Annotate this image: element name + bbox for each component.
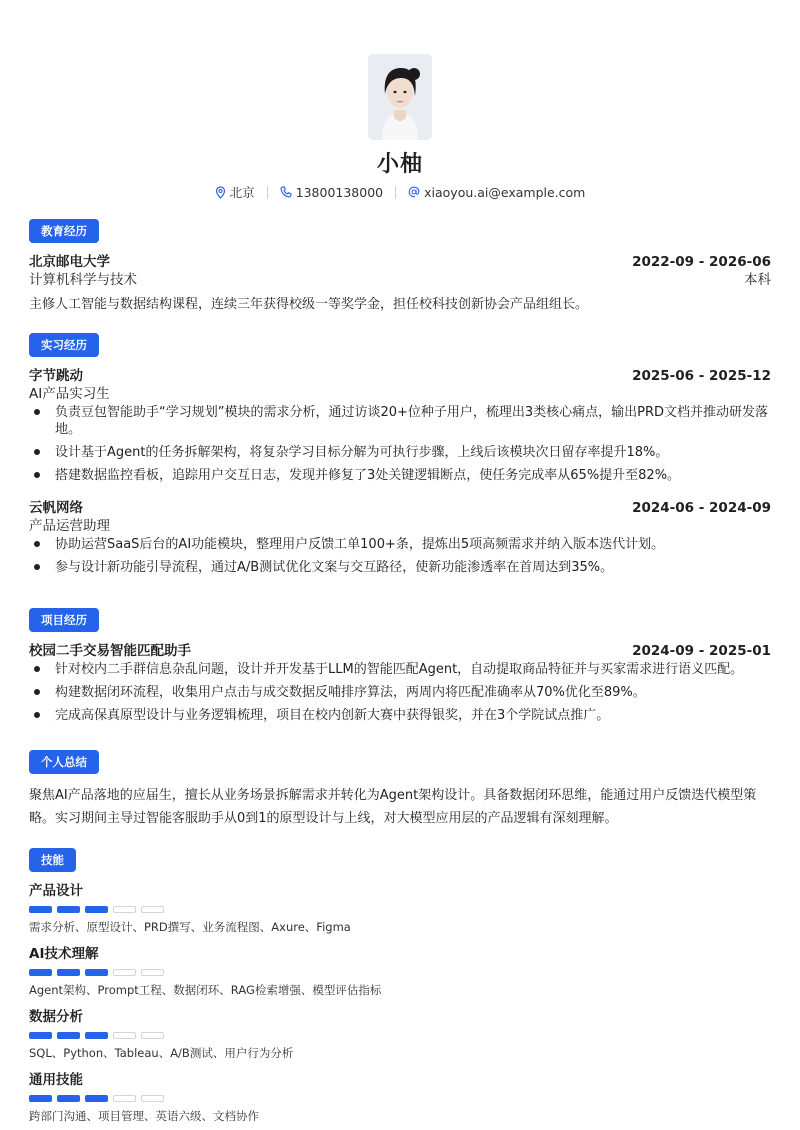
project-bullets — [29, 661, 771, 724]
skill-level-empty — [141, 906, 164, 913]
skill-level-bar — [29, 906, 771, 913]
major-name: 计算机科学与技术 — [29, 272, 137, 288]
degree-name: 本科 — [744, 272, 771, 288]
skill-level-empty — [141, 969, 164, 976]
skill-level-filled — [29, 1032, 52, 1039]
skill-level-filled — [29, 906, 52, 913]
skill-level-filled — [85, 1032, 108, 1039]
project-section — [29, 608, 771, 724]
contact-bar — [0, 183, 800, 201]
project-header-row — [29, 643, 771, 660]
skill-name: AI技术理解 — [29, 946, 99, 962]
section-title-education: 教育经历 — [29, 219, 99, 243]
skill-level-empty — [113, 906, 136, 913]
skills-section — [29, 848, 771, 1123]
contact-divider — [267, 186, 268, 199]
location-item — [215, 183, 255, 201]
at-sign-icon — [408, 186, 420, 198]
skill-level-filled — [29, 969, 52, 976]
education-sub-row — [29, 272, 771, 289]
summary-line: 略。实习期间主导过智能客服助手从0到1的原型设计与上线，对大模型应用层的产品逻辑有深刻理解。 — [29, 811, 618, 826]
portrait-image — [368, 54, 432, 140]
skill-level-empty — [113, 1032, 136, 1039]
phone-item — [280, 185, 383, 200]
location-pin-icon — [215, 186, 226, 199]
education-dates: 2022-09 - 2026-06 — [632, 254, 771, 270]
skill-level-bar — [29, 1095, 771, 1102]
job-header-row — [29, 500, 771, 517]
company-name: 字节跳动 — [29, 368, 83, 384]
skill-item — [29, 1072, 771, 1123]
skill-level-bar — [29, 969, 771, 976]
bullet-item: 设计基于Agent的任务拆解架构，将复杂学习目标分解为可执行步骤，上线后该模块次日留存率提升18%。 — [29, 444, 771, 461]
skill-name: 通用技能 — [29, 1072, 83, 1088]
skill-level-filled — [29, 1095, 52, 1102]
job-entry — [29, 500, 771, 576]
email-text[interactable]: xiaoyou.ai@example.com — [424, 184, 586, 200]
skill-level-empty — [113, 1095, 136, 1102]
phone-icon — [280, 186, 292, 198]
education-header-row — [29, 254, 771, 271]
skill-level-filled — [85, 1095, 108, 1102]
bullet-item: 针对校内二手群信息杂乱问题，设计并开发基于LLM的智能匹配Agent，自动提取商品特征并与买家需求进行语义匹配。 — [29, 661, 771, 678]
skill-level-empty — [113, 969, 136, 976]
bullet-item: 负责豆包智能助手“学习规划”模块的需求分析，通过访谈20+位种子用户，梳理出3类核心痛点，输出PRD文档并推动研发落地。 — [29, 404, 771, 438]
job-header-row — [29, 368, 771, 385]
job-dates: 2025-06 - 2025-12 — [632, 368, 771, 384]
job-bullets — [29, 536, 771, 576]
skill-item — [29, 883, 771, 934]
skill-name: 产品设计 — [29, 883, 83, 899]
job-role: 产品运营助理 — [29, 518, 110, 534]
phone-text[interactable]: 13800138000 — [295, 184, 384, 200]
skills-list — [29, 883, 771, 1123]
project-name: 校园二手交易智能匹配助手 — [29, 643, 191, 659]
candidate-name: 小柚 — [376, 152, 423, 177]
section-title-skills: 技能 — [29, 848, 76, 872]
section-title-summary: 个人总结 — [29, 750, 99, 774]
job-role-row — [29, 518, 771, 535]
section-title-internship: 实习经历 — [29, 333, 99, 357]
education-description: 主修人工智能与数据结构课程，连续三年获得校级一等奖学金，担任校科技创新协会产品组组长。 — [29, 297, 589, 312]
bullet-item: 协助运营SaaS后台的AI功能模块，整理用户反馈工单100+条，提炼出5项高频需求并纳入版本迭代计划。 — [29, 536, 771, 553]
job-bullets — [29, 404, 771, 484]
skill-level-filled — [85, 969, 108, 976]
bullet-item: 搭建数据监控看板，追踪用户交互日志，发现并修复了3处关键逻辑断点，使任务完成率从65%提升至82%。 — [29, 467, 771, 484]
skill-item — [29, 946, 771, 997]
bullet-item: 完成高保真原型设计与业务逻辑梳理，项目在校内创新大赛中获得银奖，并在3个学院试点推广。 — [29, 707, 771, 724]
education-section — [29, 219, 771, 316]
school-name: 北京邮电大学 — [29, 254, 110, 270]
location-text: 北京 — [229, 185, 255, 200]
skill-description: 需求分析、原型设计、PRD撰写、业务流程图、Axure、Figma — [29, 920, 351, 934]
job-role-row — [29, 386, 771, 403]
summary-section — [29, 750, 771, 830]
skill-description: 跨部门沟通、项目管理、英语六级、文档协作 — [29, 1109, 259, 1123]
job-entry — [29, 368, 771, 484]
summary-text — [29, 784, 771, 830]
skill-level-bar — [29, 1032, 771, 1039]
skill-level-filled — [57, 1032, 80, 1039]
profile-photo — [368, 54, 432, 140]
skill-level-filled — [57, 906, 80, 913]
bullet-item: 参与设计新功能引导流程，通过A/B测试优化文案与交互路径，使新功能渗透率在首周达到35%。 — [29, 559, 771, 576]
summary-line: 聚焦AI产品落地的应届生，擅长从业务场景拆解需求并转化为Agent架构设计。具备数据闭环思维，能通过用户反馈迭代模型策 — [29, 788, 757, 803]
job-role: AI产品实习生 — [29, 386, 110, 402]
skill-level-empty — [141, 1032, 164, 1039]
company-name: 云帆网络 — [29, 500, 83, 516]
skill-name: 数据分析 — [29, 1009, 83, 1025]
contact-divider — [395, 186, 396, 199]
skill-item — [29, 1009, 771, 1060]
project-dates: 2024-09 - 2025-01 — [632, 643, 771, 659]
skill-level-filled — [57, 1095, 80, 1102]
email-item — [408, 185, 585, 200]
skill-description: SQL、Python、Tableau、A/B测试、用户行为分析 — [29, 1046, 294, 1060]
skill-description: Agent架构、Prompt工程、数据闭环、RAG检索增强、模型评估指标 — [29, 983, 382, 997]
skill-level-filled — [85, 906, 108, 913]
skill-level-empty — [141, 1095, 164, 1102]
skill-level-filled — [57, 969, 80, 976]
job-dates: 2024-06 - 2024-09 — [632, 500, 771, 516]
section-title-project: 项目经历 — [29, 608, 99, 632]
bullet-item: 构建数据闭环流程，收集用户点击与成交数据反哺排序算法，两周内将匹配准确率从70%优化至89%。 — [29, 684, 771, 701]
internship-section — [29, 333, 771, 576]
